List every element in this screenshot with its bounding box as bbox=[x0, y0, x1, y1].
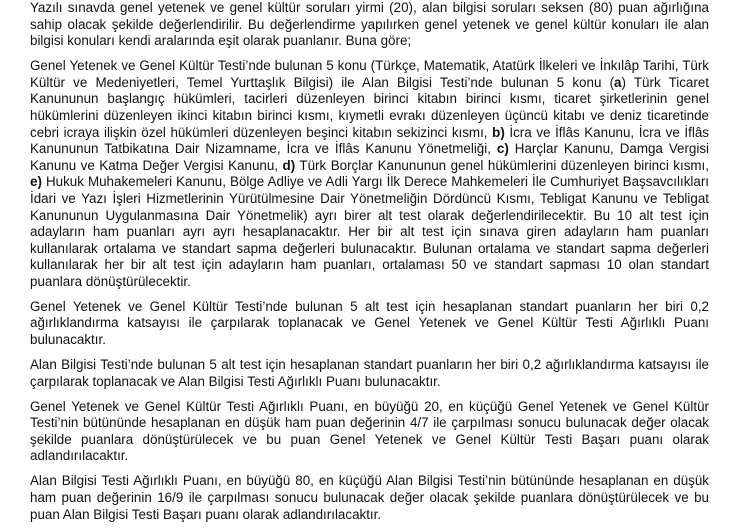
paragraph-gygk-success: Genel Yetenek ve Genel Kültür Testi Ağırlıklı Puanı, en büyüğü 20, en küçüğü Genel Yetenek ve Genel Kültür Testi’nin bütününde hesaplanan en düşük ham puan değerinin 4/7 ile çarpılması sonucu bulunacak değer olacak şekilde puanlara dönüştürülecek ve bu puan Genel Yetenek ve Genel Kültür Testi Başarı puanı olarak adlandırılacaktır. bbox=[30, 398, 709, 464]
subtests-text-4: Türk Borçlar Kanununun genel hükümlerini düzenleyen birinci kısmı, bbox=[295, 157, 709, 173]
subtests-text-3: Harçlar Kanunu, Damga Vergisi Kanunu ve Katma Değer Vergisi Kanunu, bbox=[30, 141, 710, 173]
item-label-d: d) bbox=[282, 157, 296, 173]
paragraph-alan-weighted: Alan Bilgisi Testi’nde bulunan 5 alt test için hesaplanan standart puanların her biri 0,2 ağırlıklandırma katsayısı ile çarpılarak toplanacak ve Alan Bilgisi Testi Ağırlıklı Puanı bulunacaktır. bbox=[30, 357, 709, 389]
document-body bbox=[30, 0, 709, 532]
item-label-b: b) bbox=[492, 124, 505, 140]
paragraph-intro: Yazılı sınavda genel yetenek ve genel kültür soruları yirmi (20), alan bilgisi soruları seksen (80) puan ağırlığına sahip olacak şekilde değerlendirilir. Bu değerlendirme yapılırken genel yetenek ve genel kültür konuları ile alan bilgisi konuları kendi aralarında eşit olarak puanlanır. Buna göre; bbox=[30, 0, 709, 49]
item-label-e: e) bbox=[30, 174, 42, 190]
paragraph-alan-success: Alan Bilgisi Testi Ağırlıklı Puanı, en büyüğü 80, en küçüğü Alan Bilgisi Testi’nin bütününde hesaplanan en düşük ham puan değerinin 16/9 ile çarpılması sonucu bulunacak değer olacak şekilde puanlara dönüştürülecek ve bu puan Alan Bilgisi Testi Başarı puanı olarak adlandırılacaktır. bbox=[30, 473, 709, 522]
subtests-text-2: İcra ve İflâs Kanunu, İcra ve İflâs Kanununun Tatbikatına Dair Nizamname, İcra ve İflâs Kanunu Yönetmeliği, bbox=[30, 124, 709, 157]
paragraph-gygk-weighted: Genel Yetenek ve Genel Kültür Testi’nde bulunan 5 alt test için hesaplanan standart puanların her biri 0,2 ağırlıklandırma katsayısı ile çarpılarak toplanacak ve Genel Yetenek ve Genel Kültür Testi Ağırlıklı Puanı bulunacaktır. bbox=[30, 298, 709, 348]
subtests-text-0: Genel Yetenek ve Genel Kültür Testi’nde bulunan 5 konu (Türkçe, Matematik, Atatürk İlkeleri ve İnkılâp Tarihi, Türk Kültür ve Medeniyetleri, Temel Yurttaşlık Bilgisi) ile Alan Bilgisi Testi’nde bulunan 5 konu ( bbox=[30, 58, 709, 90]
subtests-text-5: Hukuk Muhakemeleri Kanunu, Bölge Adliye ve Adli Yargı İlk Derece Mahkemeleri İle Cumhuriyet Başsavcılıkları İdari ve Yazı İşleri Hizmetlerinin Yürütülmesine Dair Yönetmeliğin Dördüncü Kısmı, Tebligat Kanunu ve Tebligat Kanununun Uygulanmasına Dair Yönetmelik) ayrı birer alt test olarak değerlendirilecektir. Bu 10 alt test için adayların ham puanları ayrı ayrı hesaplanacaktır. Her bir alt test için sınava giren adayların ham puanları kullanılarak ortalama ve standart sapma değerleri bulunacaktır. Bulunan ortalama ve standart sapma değerleri kullanılarak her bir alt test için adayların ham puanları, ortalaması 50 ve standart sapması 10 olan standart puanlara dönüştürülecektir. bbox=[30, 174, 709, 289]
paragraph-subtests bbox=[30, 58, 709, 290]
item-label-c: c) bbox=[496, 141, 509, 157]
subtests-text-1: ) Türk Ticaret Kanununun başlangıç hükümleri, tacirleri düzenleyen birinci kitabın birinci kısmı, ticaret şirketlerinin genel hükümlerini düzenleyen ikinci kitabın birinci kısmı, kıymetli evrakı düzenleyen üçüncü kitabı ve deniz ticaretinde cebri icraya ilişkin özel hükümleri düzenleyen beşinci kitabın sekizinci kısmı, bbox=[30, 74, 709, 140]
item-label-a: a bbox=[614, 74, 622, 90]
